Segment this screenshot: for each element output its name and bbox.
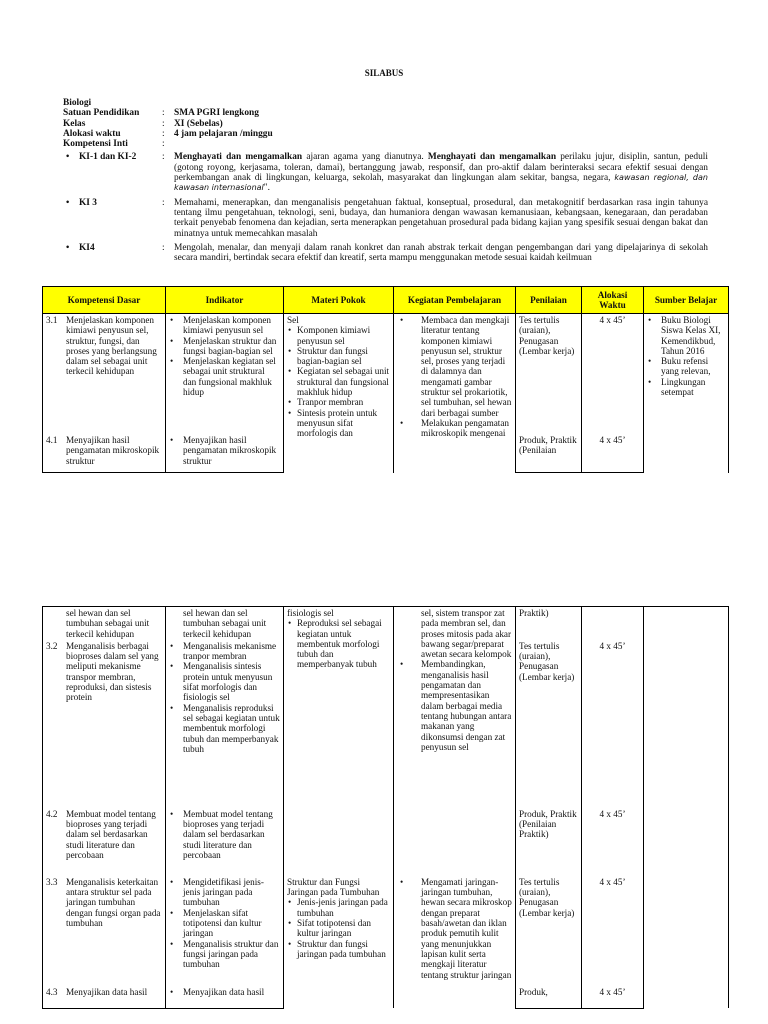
ki4-text: Mengolah, menalar, dan menyaji dalam ranah konkret dan ranah abstrak terkait dengan pengembangan dari yang dipelajarinya di sekolah secara mandiri, bertindak secara efektif dan kreatif, serta mampu menggunakan metode sesuai kaidah keilmuan bbox=[174, 242, 708, 264]
silabus-table-page2 bbox=[42, 606, 729, 1009]
label-kelas: Kelas bbox=[63, 118, 86, 129]
col-materi-pokok: Materi Pokok bbox=[284, 287, 394, 314]
kd-text: Menjelaskan komponen kimiawi penyusun sel, struktur, fungsi, dan proses yang berlangsung dalam sel sebagai unit terkecil kehidupan bbox=[66, 315, 157, 377]
header-info: Biologi Satuan Pendidikan : SMA PGRI lengkong Kelas : XI (Sebelas) Alokasi waktu : 4 jam pelajaran /minggu Kompetensi Inti : • KI-1 dan KI-2 : Menghayati dan mengamalkan ajaran agama yang dianutnya. Menghayati dan mengamalkan perilaku jujur, disiplin, santun, peduli (gotong royong, kerjasama, toleran, damai), bertanggung jawab, responsif, dan pro-aktif dalam berinteraksi secara efektif sesuai dengan perkembangan anak di lingkungan, keluarga, sekolah, masyarakat dan lingkungan alam sekitar, bangsa, negara, kawasan regional, dan kawasan internasional". • KI 3 : Memahami, menerapkan, dan menganalisis pengetahuan faktual, konseptual, prosedural, dan metakognitif berdasarkan rasa ingin tahunya tentang ilmu pengetahuan, teknologi, seni, budaya, dan humaniora dengan wawasan kemanusiaan, kebangsaan, kenegaraan, dan peradaban terkait penyebab fenomena dan kejadian, serta menerapkan pengetahuan prosedural pada bidang kajian yang spesifik sesuai dengan bakat dan minatnya untuk memecahkan masalah • KI4 : Mengolah, menalar, dan menyaji dalam ranah konkret dan ranah abstrak terkait dengan pengembangan dari yang dipelajarinya di sekolah secara mandiri, bertindak secara efektif dan kreatif, serta mampu menggunakan metode sesuai kaidah keilmuan bbox=[63, 98, 708, 263]
list-item: • Menjelaskan komponen kimiawi penyusun sel bbox=[183, 315, 280, 336]
list-item: • Kegiatan sel sebagai unit struktural dan fungsional makhluk hidup bbox=[297, 366, 390, 397]
penilaian-cell: Tes tertulis (uraian), Penugasan (Lembar kerja) bbox=[516, 314, 582, 435]
col-penilaian: Penilaian bbox=[516, 287, 582, 314]
list-item: • Mengamati jaringan-jaringan tumbuhan, hewan secara mikroskop dengan preparat basah/awetan dan iklan produk pemutih kulit yang menunjukkan lapisan kulit serta mengkaji literatur tentang struktur jaringan bbox=[421, 877, 512, 980]
kd-text: Menganalisis keterkaitan antara struktur sel pada jaringan tumbuhan dengan fungsi organ pada tumbuhan bbox=[66, 876, 161, 929]
materi-head: Sel bbox=[287, 315, 299, 325]
list-item: • Sintesis protein untuk menyusun sifat morfologis dan bbox=[297, 408, 390, 439]
list-item: • Menyajikan data hasil bbox=[183, 987, 280, 997]
alokasi-cell: 4 x 45’ bbox=[582, 434, 644, 473]
col-kegiatan: Kegiatan Pembelajaran bbox=[394, 287, 516, 314]
list-item: • Menganalisis reproduksi sel sebagai kegiatan untuk membentuk morfologi tubuh dan memperbanyak tubuh bbox=[183, 703, 280, 754]
ki4-label: • KI4 bbox=[63, 243, 162, 264]
value-alokasi: 4 jam pelajaran /minggu bbox=[174, 128, 273, 139]
list-item: • Struktur dan fungsi bagian-bagian sel bbox=[297, 346, 390, 367]
kd-text: sel hewan dan sel tumbuhan sebagai unit terkecil kehidupan bbox=[66, 608, 150, 639]
table-header bbox=[43, 287, 729, 314]
page-title: SILABUS bbox=[364, 68, 404, 78]
table-row: 3.2 Menganalisis berbagai bioproses dalam sel yang meliputi mekanisme transpor membran, reproduksi, dan sistesis protein • Menganalisis mekanisme tranpor membran • Menganalisis sintesis protein untuk menyusun sifat morfologis dan fisiologis sel • Menganalisis reproduksi sel sebagai kegiatan untuk membentuk morfologi tubuh dan memperbanyak tubuh Tes tertulis (uraian), Penugasan (Lembar kerja) 4 x 45’ bbox=[43, 640, 729, 808]
penilaian-cell: Praktik) bbox=[516, 607, 582, 640]
table-row: 4.3 Menyajikan data hasil • Menyajikan data hasil Produk, 4 x 45’ bbox=[43, 986, 729, 1009]
table-row: 3.1 Menjelaskan komponen kimiawi penyusun sel, struktur, fungsi, dan proses yang berlangsung dalam sel sebagai unit terkecil kehidupan • Menjelaskan komponen kimiawi penyusun sel • Menjelaskan struktur dan fungsi bagian-bagian sel • Menjelaskan kegiatan sel sebagai unit struktural dan fungsional makhluk hidup Sel • Komponen kimiawi penyusun sel • Struktur dan fungsi bagian-bagian sel • Kegiatan sel sebagai unit struktural dan fungsional makhluk hidup • Tranpor membran • Sintesis protein untuk menyusun sifat morfologis dan • Membaca dan mengkaji literatur tentang komponen kimiawi penyusun sel, struktur sel, proses yang terjadi di dalamnya dan mengamati gambar struktur sel prokariotik, sel tumbuhan, sel hewan dari berbagai sumber • Melakukan pengamatan mikroskopik mengenai Tes tertulis (uraian), Penugasan (Lembar kerja) 4 x 45’ • Buku Biologi Siswa Kelas XI, Kemendikbud, Tahun 2016 • Buku refensi yang relevan, • Lingkungan setempat bbox=[43, 314, 729, 435]
penilaian-cell: Tes tertulis (uraian), Penugasan (Lembar kerja) bbox=[516, 640, 582, 808]
kd-text: Menyajikan hasil pengamatan mikroskopik struktur bbox=[66, 435, 160, 466]
list-item: • Komponen kimiawi penyusun sel bbox=[297, 325, 390, 346]
silabus-table-page1 bbox=[42, 286, 729, 473]
list-item: • Jenis-jenis jaringan pada tumbuhan bbox=[297, 897, 390, 918]
ki1-label: • KI-1 dan KI-2 bbox=[63, 152, 162, 193]
list-item: • Buku Biologi Siswa Kelas XI, Kemendikbud, Tahun 2016 bbox=[661, 315, 725, 356]
list-item: • Membandingkan, menganalisis hasil pengamatan dan mempresentasikan dalam berbagai media tentang hubungan antara makanan yang dikonsumsi dengan zat penyusun sel bbox=[421, 659, 512, 752]
list-item: • Melakukan pengamatan mikroskopik mengenai bbox=[421, 418, 512, 439]
list-item: • Reproduksi sel sebagai kegiatan untuk membentuk morfologi tubuh dan memperbanyak tubuh bbox=[297, 618, 390, 669]
col-kompetensi-dasar: Kompetensi Dasar bbox=[43, 287, 166, 314]
value-kelas: XI (Sebelas) bbox=[174, 118, 223, 129]
table-row: 4.1 Menyajikan hasil pengamatan mikroskopik struktur • Menyajikan hasil pengamatan mikroskopik struktur Produk, Praktik (Penilaian 4 x 45’ bbox=[43, 434, 729, 473]
kd-text: Membuat model tentang bioproses yang terjadi dalam sel berdasarkan studi literature dan percobaan bbox=[66, 808, 156, 861]
list-item: • Menyajikan hasil pengamatan mikroskopik struktur bbox=[183, 435, 280, 466]
list-item: • Tranpor membran bbox=[297, 397, 390, 407]
penilaian-cell: Tes tertulis (uraian), Penugasan (Lembar kerja) bbox=[516, 876, 582, 986]
list-item: • Buku refensi yang relevan, bbox=[661, 356, 725, 377]
ki1-text: Menghayati dan mengamalkan ajaran agama yang dianutnya. Menghayati dan mengamalkan perilaku jujur, disiplin, santun, peduli (gotong royong, kerjasama, toleran, damai), bertanggung jawab, responsif, dan pro-aktif dalam berinteraksi secara efektif sesuai dengan perkembangan anak di lingkungan, keluarga, sekolah, masyarakat dan lingkungan alam sekitar, bangsa, negara, kawasan regional, dan kawasan internasional". bbox=[174, 152, 709, 194]
penilaian-cell: Produk, bbox=[516, 986, 582, 1009]
list-item: • Sifat totipotensi dan kultur jaringan bbox=[297, 918, 390, 939]
col-alokasi: Alokasi Waktu bbox=[582, 287, 644, 314]
value-satuan: SMA PGRI lengkong bbox=[174, 108, 259, 119]
list-item: • Menganalisis mekanisme tranpor membran bbox=[183, 641, 280, 662]
ki3-text: Memahami, menerapkan, dan menganalisis pengetahuan faktual, konseptual, prosedural, dan metakognitif berdasarkan rasa ingin tahunya tentang ilmu pengetahuan, teknologi, seni, budaya, dan humaniora dengan wawasan kemanusiaan, kebangsaan, kenegaraan, dan peradaban terkait penyebab fenomena dan kejadian, serta menerapkan pengetahuan prosedural pada bidang kajian yang spesifik sesuai dengan bakat dan minatnya untuk memecahkan masalah bbox=[174, 197, 708, 239]
kegiatan-text: sel, sistem transpor zat pada membran sel, dan proses mitosis pada akar bawang segar/preparat awetan secara kelompok bbox=[421, 608, 512, 660]
alokasi-cell: 4 x 45’ bbox=[582, 640, 644, 808]
indikator-text: sel hewan dan sel tumbuhan sebagai unit terkecil kehidupan bbox=[183, 608, 267, 639]
alokasi-cell: 4 x 45’ bbox=[582, 314, 644, 435]
table-row: 4.2 Membuat model tentang bioproses yang terjadi dalam sel berdasarkan studi literature dan percobaan • Membuat model tentang bioproses yang terjadi dalam sel berdasarkan studi literature dan percobaan Produk, Praktik (Penilaian Praktik) 4 x 45’ bbox=[43, 808, 729, 876]
col-indikator: Indikator bbox=[166, 287, 284, 314]
penilaian-cell: Produk, Praktik (Penilaian Praktik) bbox=[516, 808, 582, 876]
alokasi-cell: 4 x 45’ bbox=[582, 808, 644, 876]
table-row: 3.3 Menganalisis keterkaitan antara struktur sel pada jaringan tumbuhan dengan fungsi organ pada tumbuhan • Mengidetifikasi jenis-jenis jaringan pada tumbuhan • Menjelaskan sifat totipotensi dan kultur jaringan • Menganalisis struktur dan fungsi jaringan pada tumbuhan Struktur dan Fungsi Jaringan pada Tumbuhan • Jenis-jenis jaringan pada tumbuhan • Sifat totipotensi dan kultur jaringan • Struktur dan fungsi jaringan pada tumbuhan • Mengamati jaringan-jaringan tumbuhan, hewan secara mikroskop dengan preparat basah/awetan dan iklan produk pemutih kulit yang menunjukkan lapisan kulit serta mengkaji literatur tentang struktur jaringan Tes tertulis (uraian), Penugasan (Lembar kerja) 4 x 45’ bbox=[43, 876, 729, 986]
list-item: • Membuat model tentang bioproses yang terjadi dalam sel berdasarkan studi literature dan percobaan bbox=[183, 809, 280, 860]
label-satuan: Satuan Pendidikan bbox=[63, 108, 140, 119]
penilaian-cell: Produk, Praktik (Penilaian bbox=[516, 434, 582, 473]
kd-text: Menganalisis berbagai bioproses dalam sel yang meliputi mekanisme transpor membran, reproduksi, dan sistesis protein bbox=[66, 640, 159, 703]
subject: Biologi bbox=[63, 98, 92, 108]
col-sumber: Sumber Belajar bbox=[644, 287, 729, 314]
list-item: • Menjelaskan sifat totipotensi dan kultur jaringan bbox=[183, 908, 280, 939]
label-alokasi: Alokasi waktu bbox=[63, 128, 121, 139]
alokasi-cell: 4 x 45’ bbox=[582, 876, 644, 986]
materi-head: Struktur dan Fungsi Jaringan pada Tumbuhan bbox=[287, 876, 380, 898]
list-item: • Mengidetifikasi jenis-jenis jaringan pada tumbuhan bbox=[183, 877, 280, 908]
materi-head: fisiologis sel bbox=[287, 608, 334, 618]
label-kompetensi-inti: Kompetensi Inti bbox=[63, 139, 128, 150]
list-item: • Lingkungan setempat bbox=[661, 377, 725, 398]
list-item: • Menganalisis struktur dan fungsi jaringan pada tumbuhan bbox=[183, 939, 280, 970]
list-item: • Membaca dan mengkaji literatur tentang komponen kimiawi penyusun sel, struktur sel, proses yang terjadi di dalamnya dan mengamati gambar struktur sel prokariotik, sel tumbuhan, sel hewan dari berbagai sumber bbox=[421, 315, 512, 418]
kd-text: Menyajikan data hasil bbox=[66, 986, 148, 997]
list-item: • Struktur dan fungsi jaringan pada tumbuhan bbox=[297, 939, 390, 960]
list-item: • Menjelaskan struktur dan fungsi bagian-bagian sel bbox=[183, 336, 280, 357]
alokasi-cell: 4 x 45’ bbox=[582, 986, 644, 1009]
ki3-label: • KI 3 bbox=[63, 198, 162, 239]
list-item: • Menganalisis sintesis protein untuk menyusun sifat morfologis dan fisiologis sel bbox=[183, 661, 280, 702]
table-row bbox=[43, 607, 729, 640]
list-item: • Menjelaskan kegiatan sel sebagai unit struktural dan fungsional makhluk hidup bbox=[183, 356, 280, 397]
